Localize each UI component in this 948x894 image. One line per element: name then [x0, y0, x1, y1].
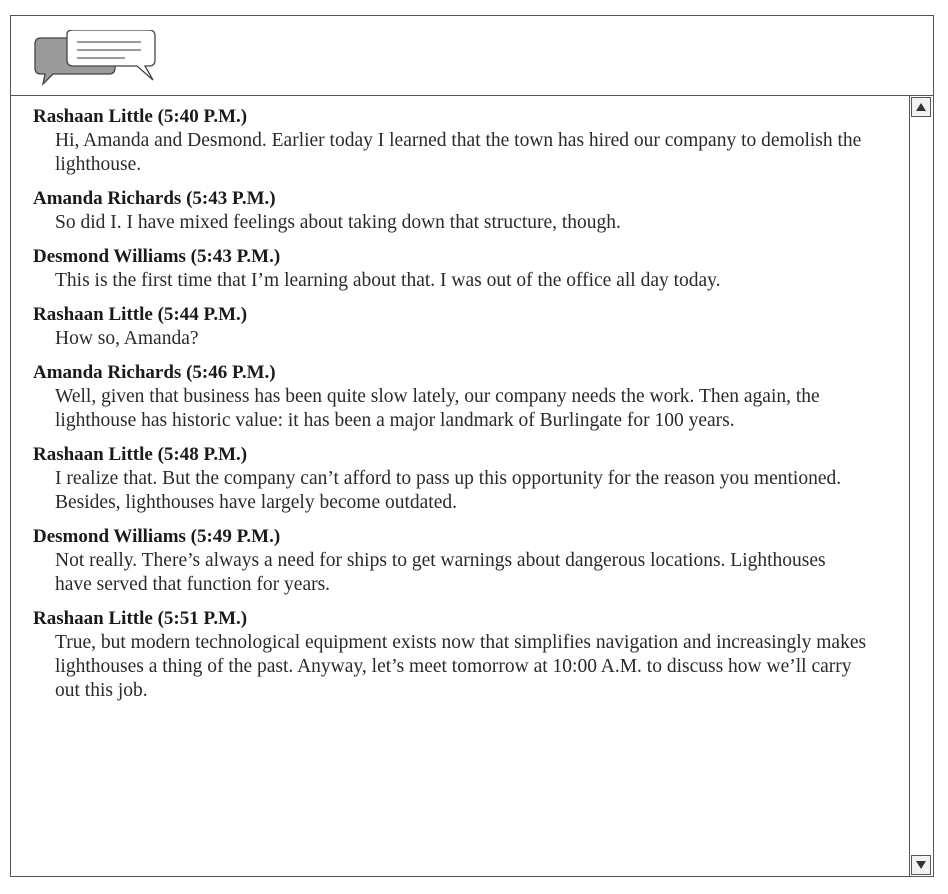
message-text: I realize that. But the company can’t afford to pass up this opportunity for the reason you mentioned. Besides, lighthouses have largely become outdated.	[55, 468, 842, 513]
chat-bubbles-icon	[29, 30, 159, 86]
scroll-down-button[interactable]	[911, 855, 931, 875]
message-sender: Rashaan Little (5:44 P.M.)	[33, 304, 248, 325]
message-sender: Rashaan Little (5:40 P.M.)	[33, 106, 248, 127]
message-sender: Rashaan Little (5:48 P.M.)	[33, 444, 248, 465]
message-sender: Desmond Williams (5:43 P.M.)	[33, 246, 281, 267]
message-item	[33, 525, 907, 597]
message-item	[33, 187, 907, 235]
message-item	[33, 607, 907, 703]
message-item	[33, 105, 907, 177]
message-item	[33, 361, 907, 433]
message-item	[33, 443, 907, 515]
message-list	[11, 96, 907, 876]
message-text: So did I. I have mixed feelings about taking down that structure, though.	[55, 212, 621, 233]
message-text: How so, Amanda?	[55, 328, 199, 349]
arrow-up-icon	[915, 102, 927, 112]
chat-header	[11, 16, 933, 96]
message-item	[33, 303, 907, 351]
vertical-scrollbar[interactable]	[909, 96, 933, 876]
message-sender: Amanda Richards (5:46 P.M.)	[33, 362, 276, 383]
message-text: Well, given that business has been quite slow lately, our company needs the work. Then again, the lighthouse has historic value: it has been a major landmark of Burlingate for 100 years.	[55, 386, 820, 431]
message-text: Hi, Amanda and Desmond. Earlier today I learned that the town has hired our company to demolish the lighthouse.	[55, 130, 862, 175]
message-sender: Rashaan Little (5:51 P.M.)	[33, 608, 248, 629]
message-text: Not really. There’s always a need for ships to get warnings about dangerous locations. Lighthouses have served that function for years.	[55, 550, 826, 595]
chat-window	[10, 15, 934, 877]
arrow-down-icon	[915, 860, 927, 870]
message-item	[33, 245, 907, 293]
message-text: True, but modern technological equipment exists now that simplifies navigation and increasingly makes lighthouses a thing of the past. Anyway, let’s meet tomorrow at 10:00 A.M. to discuss how we’ll carry out this job.	[55, 632, 867, 701]
scroll-up-button[interactable]	[911, 97, 931, 117]
message-sender: Desmond Williams (5:49 P.M.)	[33, 526, 281, 547]
message-text: This is the first time that I’m learning about that. I was out of the office all day today.	[55, 270, 721, 291]
message-sender: Amanda Richards (5:43 P.M.)	[33, 188, 276, 209]
